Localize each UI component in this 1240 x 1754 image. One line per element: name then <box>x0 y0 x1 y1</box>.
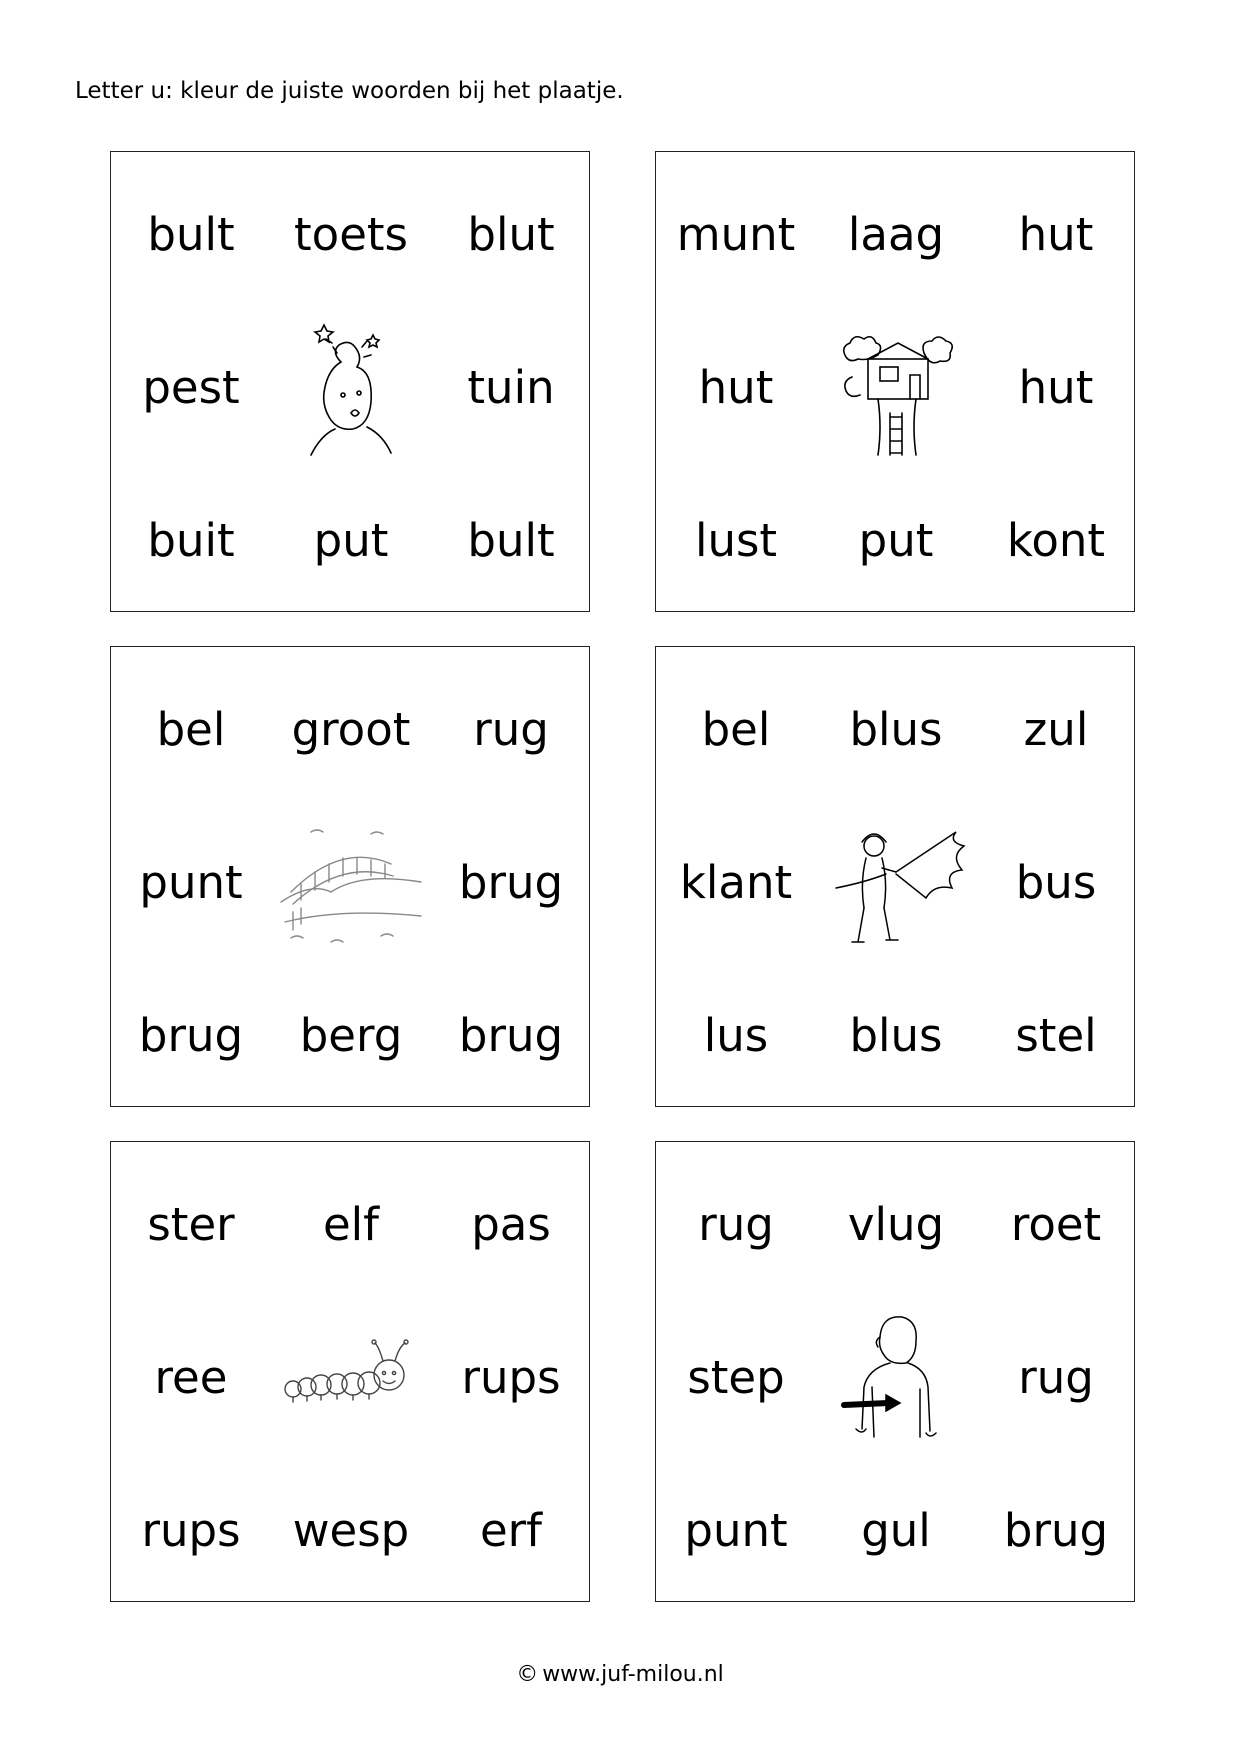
word-option[interactable]: punt <box>139 856 243 909</box>
word-option[interactable]: ster <box>147 1198 235 1251</box>
word-option[interactable]: roet <box>1010 1198 1102 1251</box>
word-option[interactable]: punt <box>684 1504 788 1557</box>
footer-site-link[interactable]: www.juf-milou.nl <box>542 1662 724 1687</box>
footer-credit <box>0 1662 1240 1687</box>
word-option[interactable]: bult <box>147 208 235 261</box>
word-option[interactable]: rups <box>461 1351 561 1404</box>
word-option[interactable]: elf <box>322 1198 380 1251</box>
word-card-2 <box>655 151 1135 612</box>
word-card-6 <box>655 1141 1135 1602</box>
word-option[interactable]: vlug <box>847 1198 945 1251</box>
word-option[interactable]: brug <box>1003 1504 1109 1557</box>
word-option[interactable]: zul <box>1023 703 1089 756</box>
word-option[interactable]: bel <box>701 703 771 756</box>
word-option[interactable]: groot <box>291 703 411 756</box>
word-card-5 <box>110 1141 590 1602</box>
word-option[interactable]: rug <box>698 1198 774 1251</box>
word-option[interactable]: stel <box>1015 1009 1097 1062</box>
word-card-1 <box>110 151 590 612</box>
word-option[interactable]: munt <box>676 208 796 261</box>
bump-on-head-icon <box>271 317 431 457</box>
word-option[interactable]: toets <box>294 208 408 261</box>
word-option[interactable]: blut <box>467 208 555 261</box>
word-option[interactable]: buit <box>147 514 235 567</box>
word-option[interactable]: pest <box>142 361 240 414</box>
caterpillar-icon <box>271 1307 431 1447</box>
word-option[interactable]: blus <box>849 703 943 756</box>
word-option[interactable]: put <box>313 514 389 567</box>
bridge-icon <box>271 812 431 952</box>
word-option[interactable]: bult <box>467 514 555 567</box>
word-option[interactable]: rups <box>141 1504 241 1557</box>
word-card-4 <box>655 646 1135 1107</box>
instruction-text: Letter u: kleur de juiste woorden bij het plaatje. <box>75 78 624 104</box>
word-option[interactable]: hut <box>698 361 774 414</box>
word-option[interactable]: lus <box>703 1009 769 1062</box>
word-option[interactable]: blus <box>849 1009 943 1062</box>
firefighter-hose-icon <box>816 812 976 952</box>
copyright-symbol: © <box>516 1662 539 1687</box>
word-option[interactable]: klant <box>679 856 793 909</box>
word-option[interactable]: kont <box>1006 514 1106 567</box>
treehouse-icon <box>816 317 976 457</box>
word-option[interactable]: rug <box>473 703 549 756</box>
word-option[interactable]: lust <box>694 514 778 567</box>
word-option[interactable]: tuin <box>467 361 555 414</box>
word-option[interactable]: bus <box>1015 856 1097 909</box>
word-card-3 <box>110 646 590 1107</box>
word-option[interactable]: laag <box>847 208 945 261</box>
word-option[interactable]: brug <box>458 1009 564 1062</box>
word-option[interactable]: pas <box>471 1198 551 1251</box>
word-option[interactable]: put <box>858 514 934 567</box>
back-arrow-icon <box>816 1307 976 1447</box>
word-option[interactable]: brug <box>138 1009 244 1062</box>
word-option[interactable]: wesp <box>292 1504 410 1557</box>
word-option[interactable]: hut <box>1018 208 1094 261</box>
word-option[interactable]: berg <box>299 1009 403 1062</box>
word-option[interactable]: bel <box>156 703 226 756</box>
word-option[interactable]: ree <box>154 1351 228 1404</box>
word-option[interactable]: rug <box>1018 1351 1094 1404</box>
word-option[interactable]: brug <box>458 856 564 909</box>
word-option[interactable]: erf <box>479 1504 543 1557</box>
word-option[interactable]: step <box>687 1351 785 1404</box>
word-option[interactable]: hut <box>1018 361 1094 414</box>
word-option[interactable]: gul <box>861 1504 931 1557</box>
